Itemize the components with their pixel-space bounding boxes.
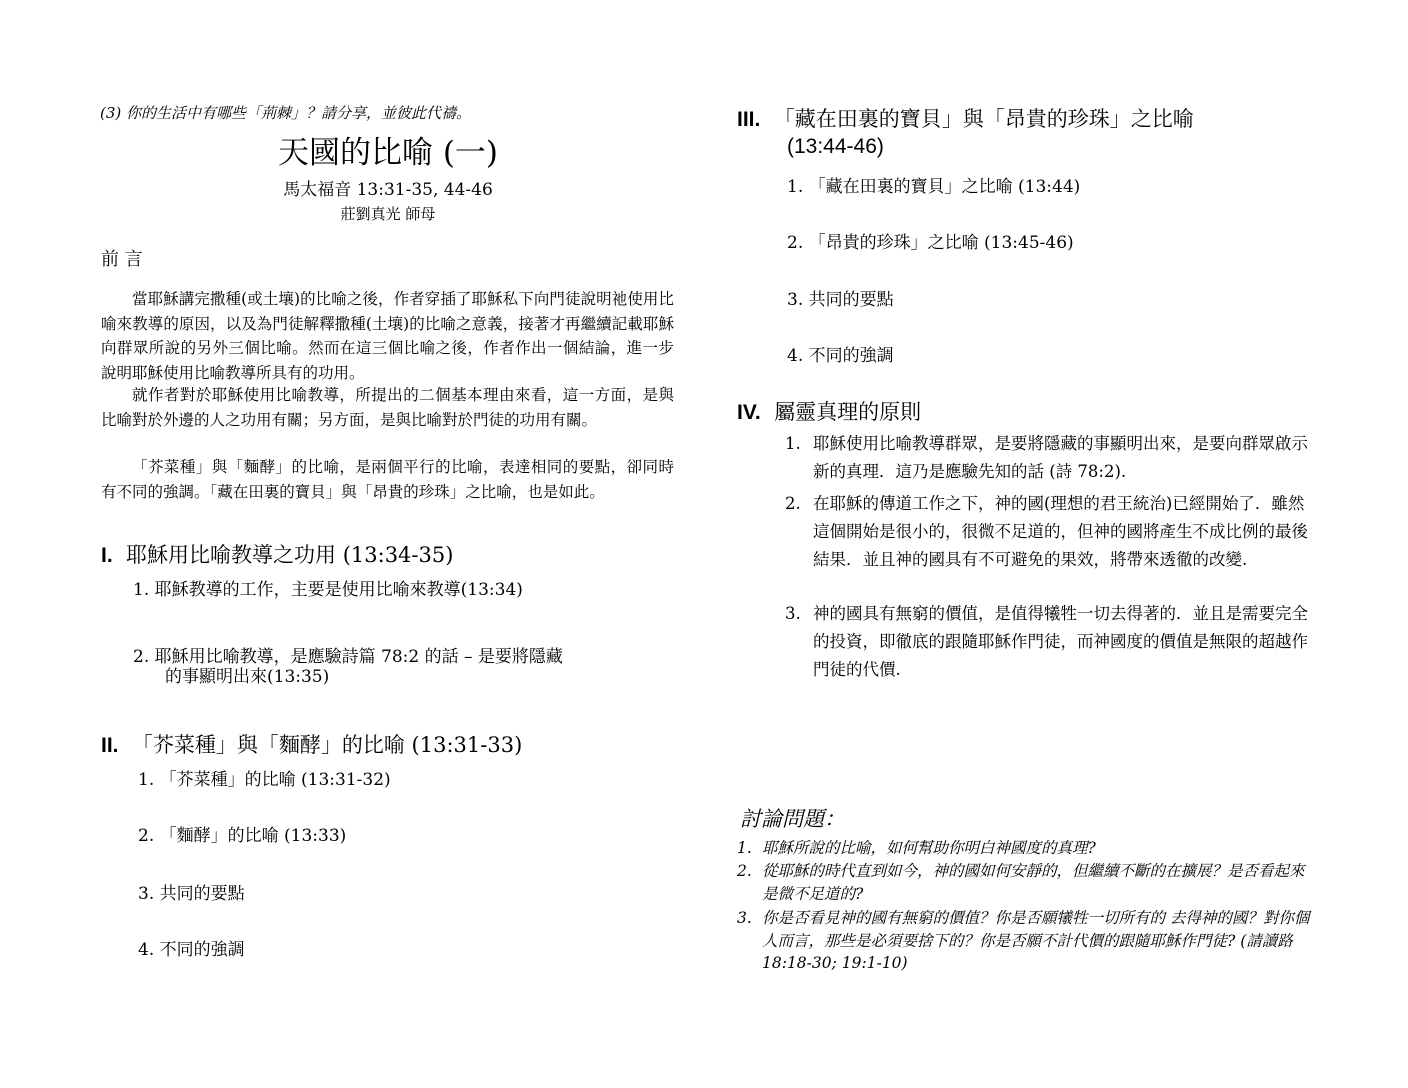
author-name: 莊劉真光 師母 — [340, 205, 436, 223]
scripture-reference: 馬太福音 13:31-35, 44-46 — [283, 180, 493, 200]
item-number: 2. — [138, 826, 155, 846]
item-number: 3. — [138, 884, 155, 904]
section-4-heading — [737, 396, 921, 426]
item-number: 3. — [785, 604, 801, 623]
item-text: 「芥菜種」的比喻 (13:31-32) — [159, 770, 391, 790]
item-text: 耶穌使用比喻教導群眾，是要將隱藏的事顯明出來，是要向群眾啟示新的真理．這乃是應驗先知的話 (詩 78:2). — [813, 434, 1308, 481]
intro-paragraph-1: 當耶穌講完撒種(或土壤)的比喻之後，作者穿插了耶穌私下向門徒說明祂使用比喻來教導的原因，以及為門徒解釋撒種(土壤)的比喻之意義，接著才再繼續記載耶穌向群眾所說的另外三個比喻。然而在這三個比喻之後，作者作出一個結論，進一步說明耶穌使用比喻教導所具有的功用。 — [101, 290, 674, 382]
item-text: 共同的要點 — [159, 884, 245, 904]
item-number: 2. — [133, 647, 150, 667]
item-text: 不同的強調 — [808, 346, 894, 366]
section-number: IV. — [737, 401, 761, 424]
section-2-item-4 — [138, 935, 245, 960]
section-number: II. — [101, 734, 119, 757]
discussion-heading: 討論問題： — [740, 807, 845, 831]
section-4-item-3 — [785, 600, 1310, 684]
section-2-item-2 — [138, 821, 346, 846]
item-text: 共同的要點 — [808, 290, 894, 310]
item-text: 耶穌用比喻教導，是應驗詩篇 78:2 的話 – 是要將隱藏 — [154, 647, 563, 667]
section-3-item-3 — [787, 285, 894, 310]
question-text: 你是否看見神的國有無窮的價值？你是否願犧牲一切所有的 去得神的國？對你個人而言，那些是必須要捨下的？你是否願不計代價的跟隨耶穌作門徒? (請讀路 18:18-30; 19:1-10) — [762, 909, 1310, 972]
section-1-heading — [101, 539, 453, 569]
section-title: 「藏在田裏的寶貝」與「昂貴的珍珠」之比喻 — [773, 107, 1194, 131]
item-number: 4. — [787, 346, 804, 366]
page-title: 天國的比喻 (一) — [277, 135, 499, 171]
item-number: 1. — [138, 770, 155, 790]
section-3-heading — [737, 103, 1194, 133]
item-text: 耶穌教導的工作，主要是使用比喻來教導(13:34) — [154, 580, 523, 600]
section-3-item-2 — [787, 228, 1074, 253]
section-1-item-2-continued: 的事顯明出來(13:35) — [165, 667, 330, 687]
intro-paragraph-2: 就作者對於耶穌使用比喻教導，所提出的二個基本理由來看，這一方面，是與比喻對於外邊的人之功用有關；另方面，是與比喻對於門徒的功用有關。 — [101, 386, 674, 429]
item-number: 2. — [787, 233, 804, 253]
discussion-question-2 — [737, 860, 1312, 905]
section-4-item-1 — [785, 430, 1310, 486]
question-text: 耶穌所說的比喻，如何幫助你明白神國度的真理? — [762, 839, 1096, 857]
item-number: 3. — [787, 290, 804, 310]
section-3-item-4 — [787, 341, 894, 366]
intro-paragraph-3: 「芥菜種」與「麵酵」的比喻，是兩個平行的比喻，表達相同的要點，卻同時有不同的強調。「藏在田裏的寶貝」與「昂貴的珍珠」之比喻，也是如此。 — [101, 458, 674, 501]
question-text: 從耶穌的時代直到如今，神的國如何安靜的，但繼續不斷的在擴展？是否看起來是微不足道的? — [762, 862, 1305, 903]
section-title: 耶穌用比喻教導之功用 (13:34-35) — [126, 543, 454, 567]
item-text: 在耶穌的傳道工作之下，神的國(理想的君王統治)已經開始了．雖然這個開始是很小的，很微不足道的，但神的國將產生不成比例的最後結果．並且神的國具有不可避免的果效，將帶來透徹的改變. — [813, 494, 1308, 569]
intro-heading: 前 言 — [101, 249, 143, 270]
question-number: 1. — [737, 839, 752, 857]
section-1-item-1 — [133, 575, 523, 600]
discussion-question-1 — [737, 837, 1312, 860]
item-text: 「藏在田裏的寶貝」之比喻 (13:44) — [808, 177, 1081, 197]
section-title: 「芥菜種」與「麵酵」的比喻 (13:31-33) — [131, 733, 523, 757]
item-text: 不同的強調 — [159, 940, 245, 960]
item-number: 1. — [787, 177, 804, 197]
section-2-item-1 — [138, 765, 391, 790]
question-number: 3. — [737, 909, 752, 927]
item-text: 神的國具有無窮的價值，是值得犧牲一切去得著的．並且是需要完全的投資，即徹底的跟隨耶穌作門徒，而神國度的價值是無限的超越作門徒的代價. — [813, 604, 1308, 679]
section-number: I. — [101, 544, 113, 567]
item-text: 「昂貴的珍珠」之比喻 (13:45-46) — [808, 233, 1074, 253]
item-number: 2. — [785, 494, 801, 513]
question-number: 2. — [737, 862, 752, 880]
previous-question-note: (3) 你的生活中有哪些「荊棘」？請分享，並彼此代禱。 — [100, 104, 472, 122]
section-4-item-2 — [785, 490, 1310, 574]
discussion-question-3 — [737, 907, 1312, 975]
section-title: 屬靈真理的原則 — [774, 400, 922, 424]
section-2-item-3 — [138, 879, 245, 904]
section-3-heading-continued: (13:44-46) — [787, 135, 884, 158]
item-number: 1. — [133, 580, 150, 600]
section-2-heading — [101, 729, 522, 759]
section-3-item-1 — [787, 172, 1080, 197]
item-number: 1. — [785, 434, 801, 453]
item-number: 4. — [138, 940, 155, 960]
item-text: 「麵酵」的比喻 (13:33) — [159, 826, 347, 846]
section-number: III. — [737, 108, 761, 131]
